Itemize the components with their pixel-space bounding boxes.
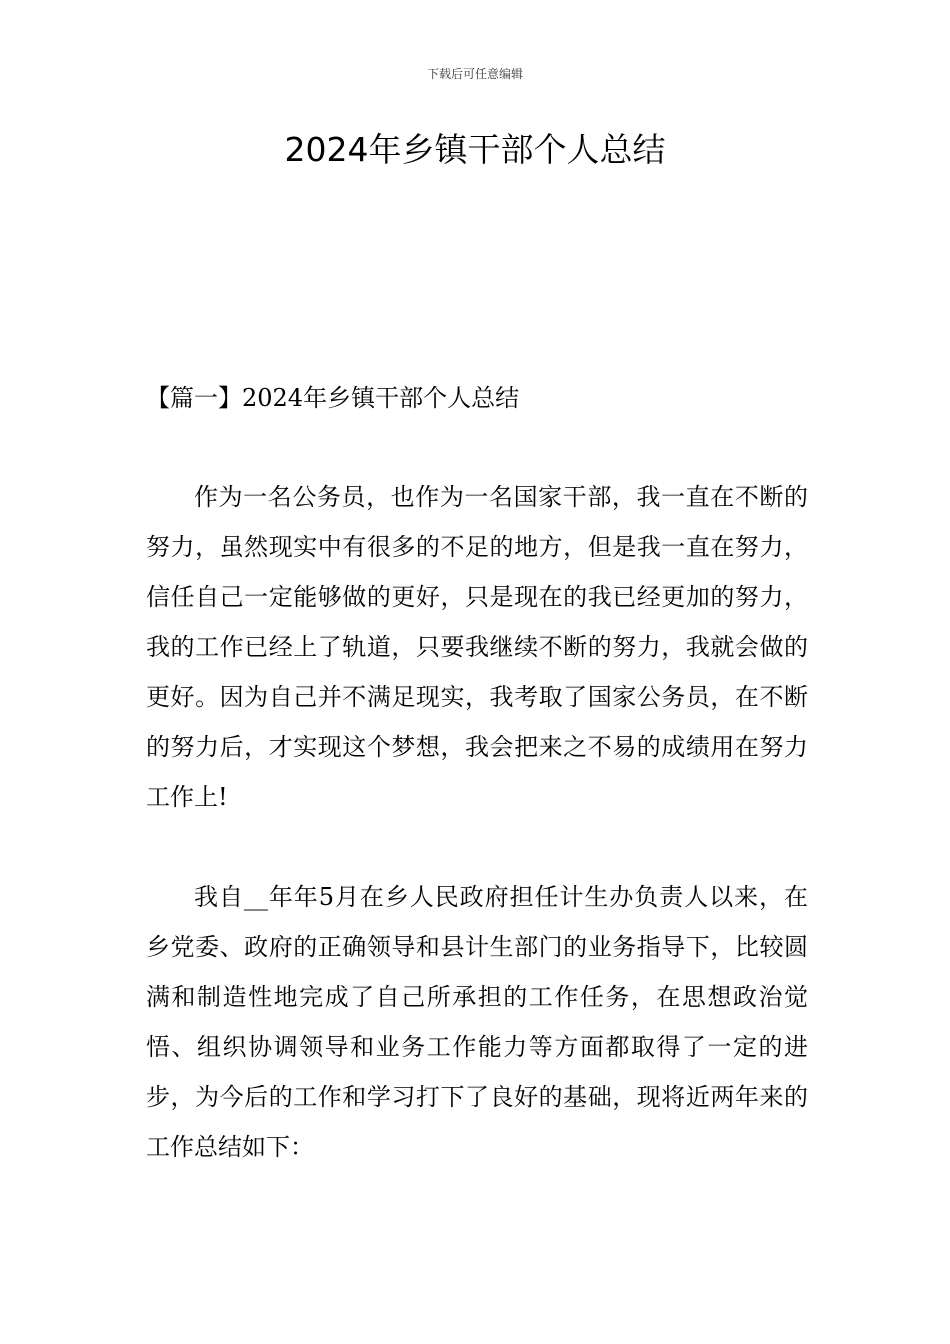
body-paragraph: 我自__年年5月在乡人民政府担任计生办负责人以来，在乡党委、政府的正确领导和县计生部门的业务指导下，比较圆满和制造性地完成了自己所承担的工作任务，在思想政治觉悟、组织协调领导和业务工作能力等方面都取得了一定的进步，为今后的工作和学习打下了良好的基础，现将近两年来的工作总结如下： <box>146 883 808 1161</box>
body-paragraph: 作为一名公务员，也作为一名国家干部，我一直在不断的努力，虽然现实中有很多的不足的地方，但是我一直在努力，信任自己一定能够做的更好，只是现在的我已经更加的努力，我的工作已经上了轨道，只要我继续不断的努力，我就会做的更好。因为自己并不满足现实，我考取了国家公务员，在不断的努力后，才实现这个梦想，我会把来之不易的成绩用在努力工作上! <box>146 483 808 811</box>
section-heading: 【篇一】2024年乡镇干部个人总结 <box>146 384 520 412</box>
header-note: 下载后可任意编辑 <box>426 67 523 81</box>
document-title: 2024年乡镇干部个人总结 <box>284 130 666 169</box>
